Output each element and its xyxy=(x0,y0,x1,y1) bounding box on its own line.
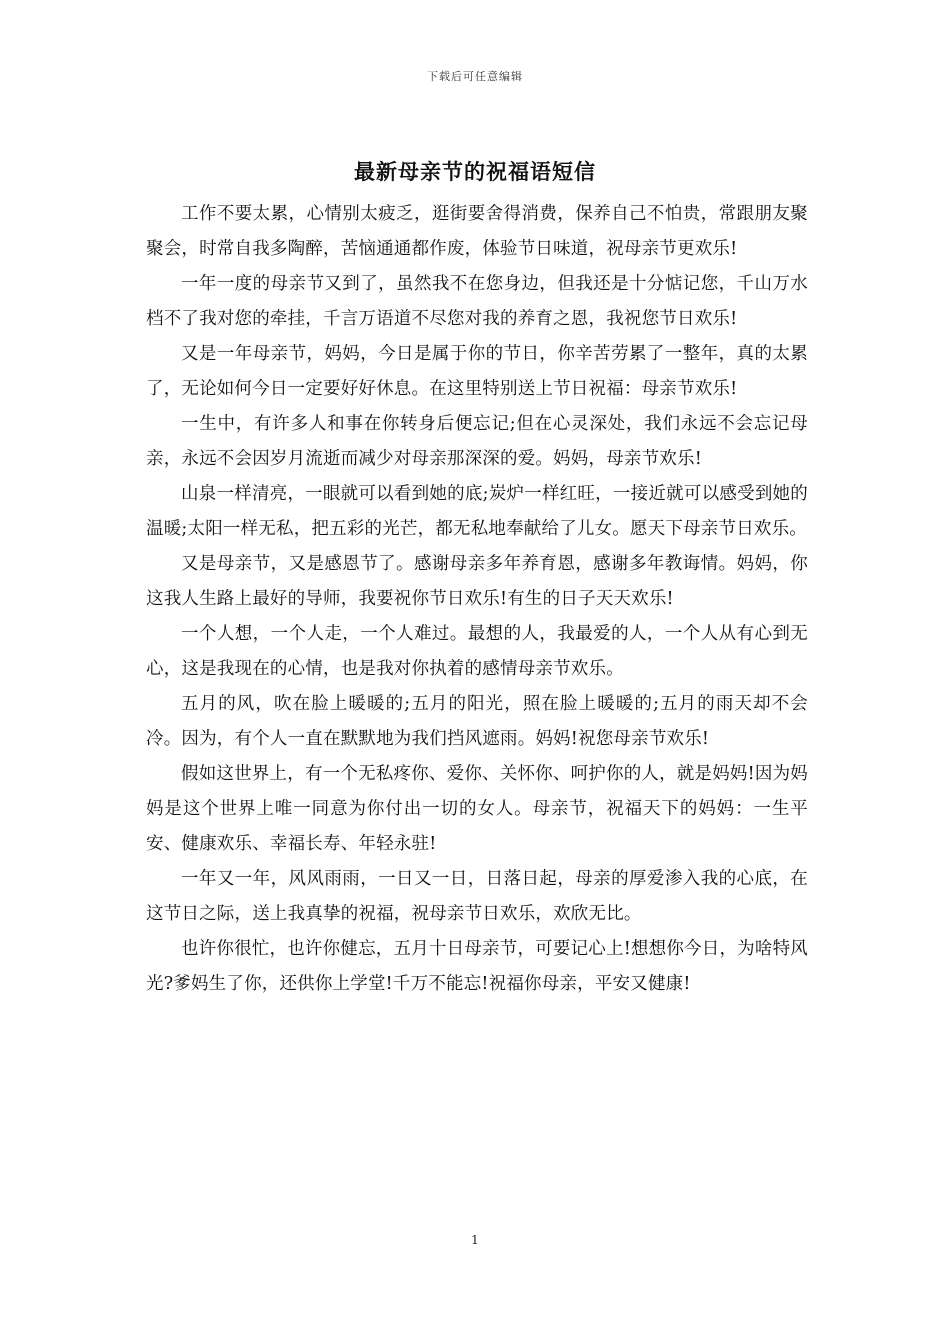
paragraph: 山泉一样清亮，一眼就可以看到她的底;炭炉一样红旺，一接近就可以感受到她的温暖;太阳一样无私，把五彩的光芒，都无私地奉献给了儿女。愿天下母亲节日欢乐。 xyxy=(146,484,808,539)
document-body xyxy=(146,197,808,1002)
page-number: 1 xyxy=(471,1233,479,1247)
paragraph: 假如这世界上，有一个无私疼你、爱你、关怀你、呵护你的人，就是妈妈!因为妈妈是这个世界上唯一同意为你付出一切的女人。母亲节，祝福天下的妈妈：一生平安、健康欢乐、幸福长寿、年轻永驻! xyxy=(146,764,808,854)
paragraph: 一生中，有许多人和事在你转身后便忘记;但在心灵深处，我们永远不会忘记母亲，永远不会因岁月流逝而减少对母亲那深深的爱。妈妈，母亲节欢乐! xyxy=(146,414,808,469)
paragraph: 又是母亲节，又是感恩节了。感谢母亲多年养育恩，感谢多年教诲情。妈妈，你这我人生路上最好的导师，我要祝你节日欢乐!有生的日子天天欢乐! xyxy=(146,554,808,609)
paragraph: 也许你很忙，也许你健忘，五月十日母亲节，可要记心上!想想你今日，为啥特风光?爹妈生了你，还供你上学堂!千万不能忘!祝福你母亲，平安又健康! xyxy=(146,939,808,994)
paragraph: 一个人想，一个人走，一个人难过。最想的人，我最爱的人，一个人从有心到无心，这是我现在的心情，也是我对你执着的感情母亲节欢乐。 xyxy=(146,624,808,679)
paragraph: 工作不要太累，心情别太疲乏，逛街要舍得消费，保养自己不怕贵，常跟朋友聚聚会，时常自我多陶醉，苦恼通通都作废，体验节日味道，祝母亲节更欢乐! xyxy=(146,204,808,259)
header-note: 下载后可任意编辑 xyxy=(427,70,523,83)
paragraph: 一年又一年，风风雨雨，一日又一日，日落日起，母亲的厚爱渗入我的心底，在这节日之际，送上我真挚的祝福，祝母亲节日欢乐，欢欣无比。 xyxy=(146,869,808,924)
document-title: 最新母亲节的祝福语短信 xyxy=(354,159,596,184)
paragraph: 五月的风，吹在脸上暖暖的;五月的阳光，照在脸上暖暖的;五月的雨天却不会冷。因为，有个人一直在默默地为我们挡风遮雨。妈妈!祝您母亲节欢乐! xyxy=(146,694,808,749)
paragraph: 又是一年母亲节，妈妈，今日是属于你的节日，你辛苦劳累了一整年，真的太累了，无论如何今日一定要好好休息。在这里特别送上节日祝福：母亲节欢乐! xyxy=(146,344,808,399)
paragraph: 一年一度的母亲节又到了，虽然我不在您身边，但我还是十分惦记您，千山万水档不了我对您的牵挂，千言万语道不尽您对我的养育之恩，我祝您节日欢乐! xyxy=(146,274,808,329)
